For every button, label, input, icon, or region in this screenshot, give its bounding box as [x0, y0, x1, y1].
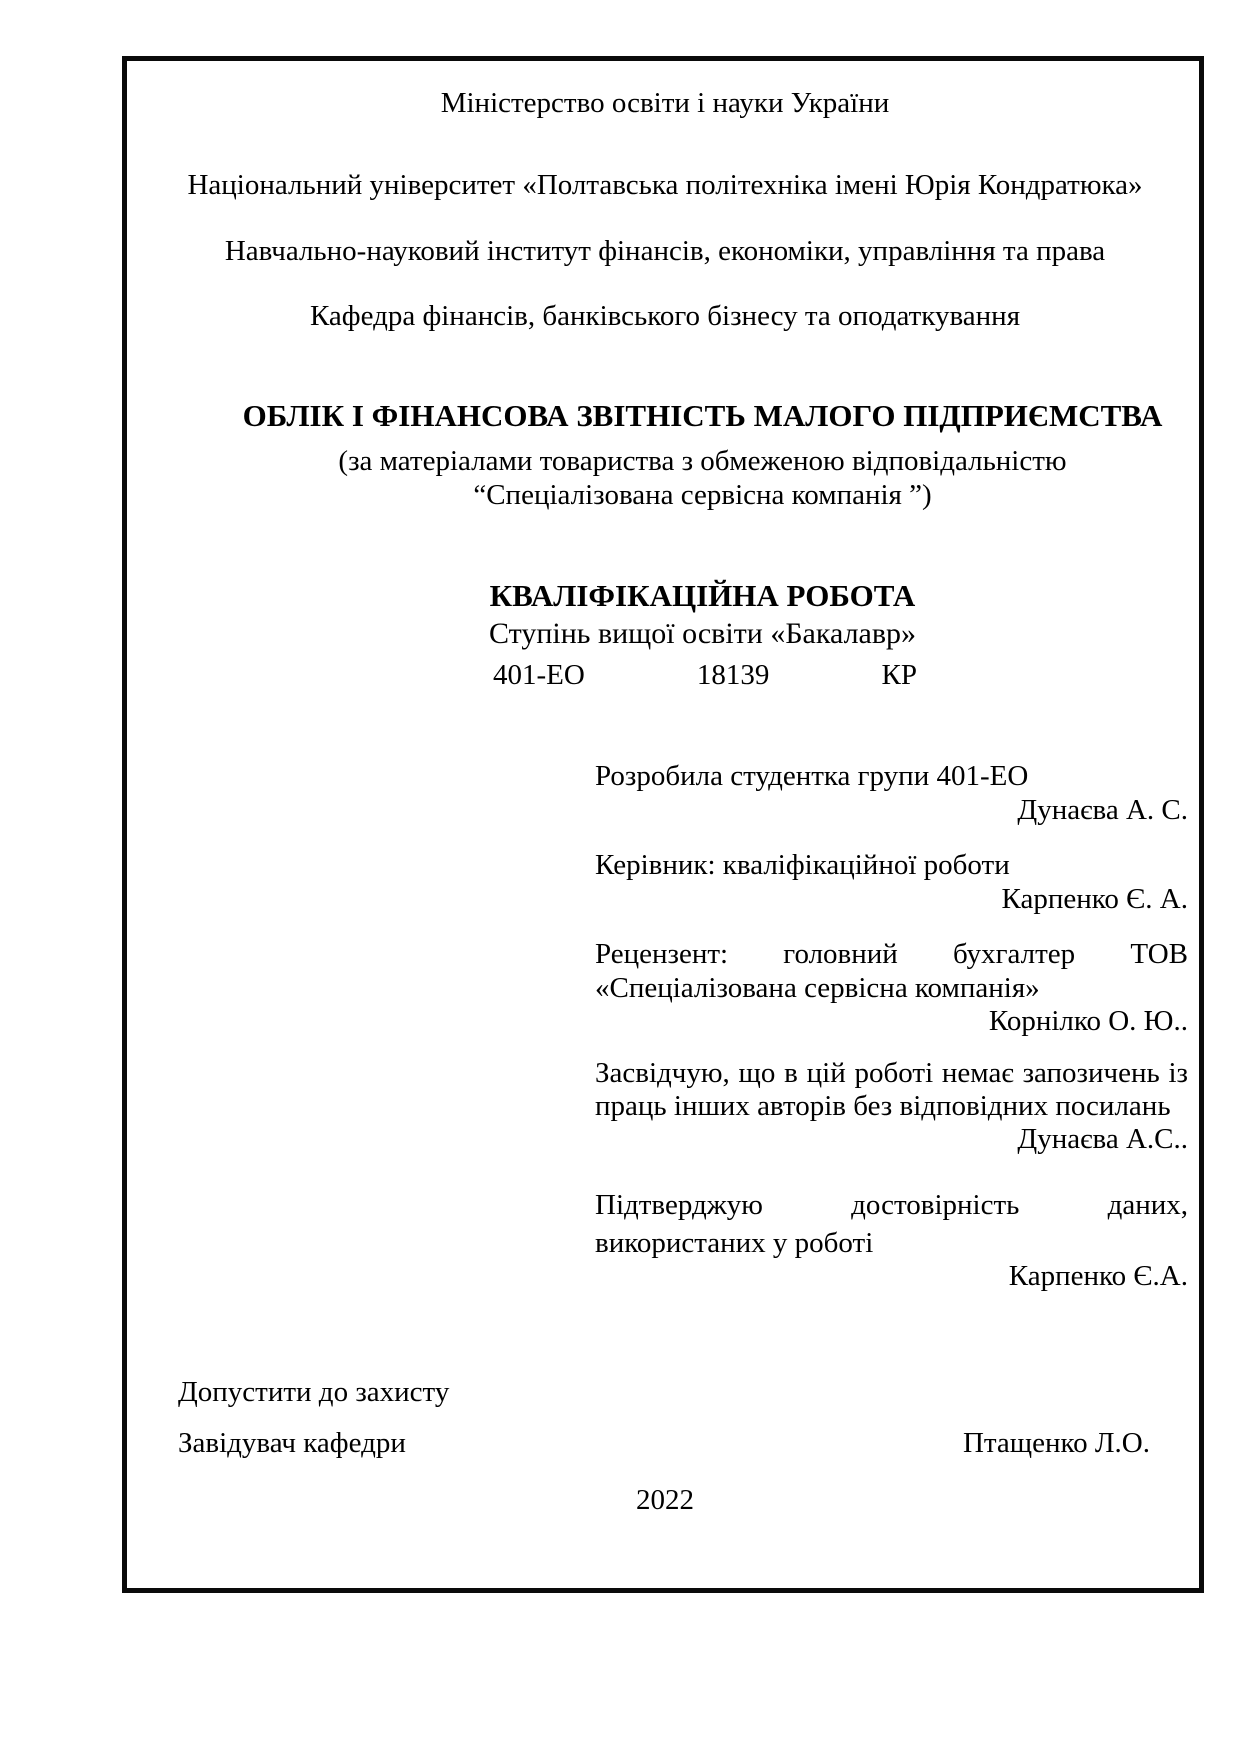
supervisor-label: Керівник: кваліфікаційної роботи — [595, 849, 1010, 881]
work-subtitle-line1: (за матеріалами товариства з обмеженою відповідальністю — [338, 445, 1067, 477]
no-plagiarism-line1: Засвідчую, що в цій роботі немає запозичень із — [595, 1057, 1188, 1089]
work-number: 18139 — [696, 659, 770, 691]
group-code-row — [493, 658, 917, 692]
reviewer-label-line2: «Спеціалізована сервісна компанія» — [595, 972, 1040, 1004]
group-code: 401-ЕО — [493, 659, 585, 691]
work-type-heading: КВАЛІФІКАЦІЙНА РОБОТА — [489, 578, 916, 613]
admit-to-defense-line: Допустити до захисту — [178, 1376, 450, 1408]
ministry-line: Міністерство освіти і науки України — [440, 87, 890, 119]
department-line: Кафедра фінансів, банківського бізнесу та оподаткування — [309, 300, 1021, 332]
work-code-abbr: КР — [881, 659, 917, 691]
reviewer-name: Корнілко О. Ю.. — [988, 1005, 1188, 1037]
developed-by-label: Розробила студентка групи 401-ЕО — [595, 760, 1029, 792]
department-head-row — [178, 1426, 1150, 1460]
department-head-label: Завідувач кафедри — [178, 1427, 406, 1459]
university-line: Національний університет «Полтавська політехніка імені Юрія Кондратюка» — [187, 169, 1143, 201]
no-plagiarism-line2: праць інших авторів без відповідних посилань — [595, 1090, 1171, 1122]
year-line: 2022 — [636, 1484, 694, 1516]
department-head-name: Птащенко Л.О. — [962, 1427, 1150, 1459]
institute-line: Навчально-науковий інститут фінансів, економіки, управління та права — [224, 235, 1106, 267]
data-validity-line2: використаних у роботі — [595, 1227, 874, 1259]
work-subtitle-line2: “Спеціалізована сервісна компанія ”) — [473, 479, 932, 511]
supervisor-name: Карпенко Є. А. — [1001, 883, 1188, 915]
work-title: ОБЛІК І ФІНАНСОВА ЗВІТНІСТЬ МАЛОГО ПІДПРИЄМСТВА — [242, 398, 1163, 433]
no-plagiarism-name: Дунаєва А.С.. — [1017, 1123, 1188, 1155]
data-validity-line1: Підтверджую достовірність даних, — [595, 1189, 1188, 1221]
reviewer-label-line1: Рецензент: головний бухгалтер ТОВ — [595, 938, 1188, 970]
data-validity-name: Карпенко Є.А. — [1008, 1260, 1188, 1292]
degree-line: Ступінь вищої освіти «Бакалавр» — [488, 617, 917, 650]
developed-by-name: Дунаєва А. С. — [1017, 794, 1188, 826]
